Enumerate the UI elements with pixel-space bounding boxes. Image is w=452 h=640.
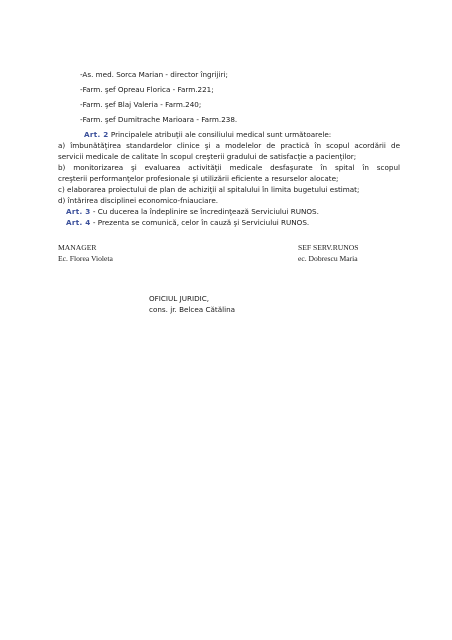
article-4-text: - Prezenta se comunică, celor în cauză şi Serviciului RUNOS. [92, 218, 310, 227]
article-2-label: Art. 2 [84, 130, 109, 139]
legal-office-name: cons. jr. Belcea Cătălina [149, 305, 236, 314]
article-2-item-c: c) elaborarea proiectului de plan de achiziţii al spitalului în limita bugetului estimat; [58, 185, 360, 194]
article-4-label: Art. 4 [66, 218, 91, 227]
article-2-item-b-line-1: b) monitorizarea şi evaluarea activităţii medicale desfaşurate în spital în scopul [58, 163, 400, 172]
member-line-3: -Farm. şef Blaj Valeria - Farm.240; [80, 100, 202, 109]
article-2-heading [84, 130, 331, 139]
article-2-item-b-line-2: creşterii performanţelor profesionale şi utilizării eficiente a resurselor alocate; [58, 174, 339, 183]
legal-office-title: OFICIUL JURIDIC, [149, 294, 210, 303]
runos-chief-title: SEF SERV.RUNOS [298, 243, 359, 252]
article-4 [66, 218, 309, 227]
runos-chief-name: ec. Dobrescu Maria [298, 254, 358, 263]
article-2-item-a-line-2: servicii medicale de calitate în scopul creşterii gradului de satisfacţie a pacienţilor; [58, 152, 357, 161]
member-line-2: -Farm. şef Opreau Florica - Farm.221; [80, 85, 214, 94]
article-2-intro: Principalele atribuţii ale consiliului medical sunt următoarele: [110, 130, 332, 139]
article-3-label: Art. 3 [66, 207, 91, 216]
manager-title: MANAGER [58, 243, 97, 252]
article-3 [66, 207, 319, 216]
article-2-item-d: d) întărirea disciplinei economico-fniauciare. [58, 196, 219, 205]
article-3-text: - Cu ducerea la îndeplinire se încredinţează Serviciului RUNOS. [92, 207, 319, 216]
member-line-1: -As. med. Sorca Marian - director îngrijiri; [80, 70, 228, 79]
member-line-4: -Farm. şef Dumitrache Marioara - Farm.238. [80, 115, 238, 124]
manager-name: Ec. Florea Violeta [58, 254, 113, 263]
article-2-item-a-line-1: a) îmbunătăţirea standardelor clinice şi a modelelor de practică în scopul acordării de [58, 141, 400, 150]
